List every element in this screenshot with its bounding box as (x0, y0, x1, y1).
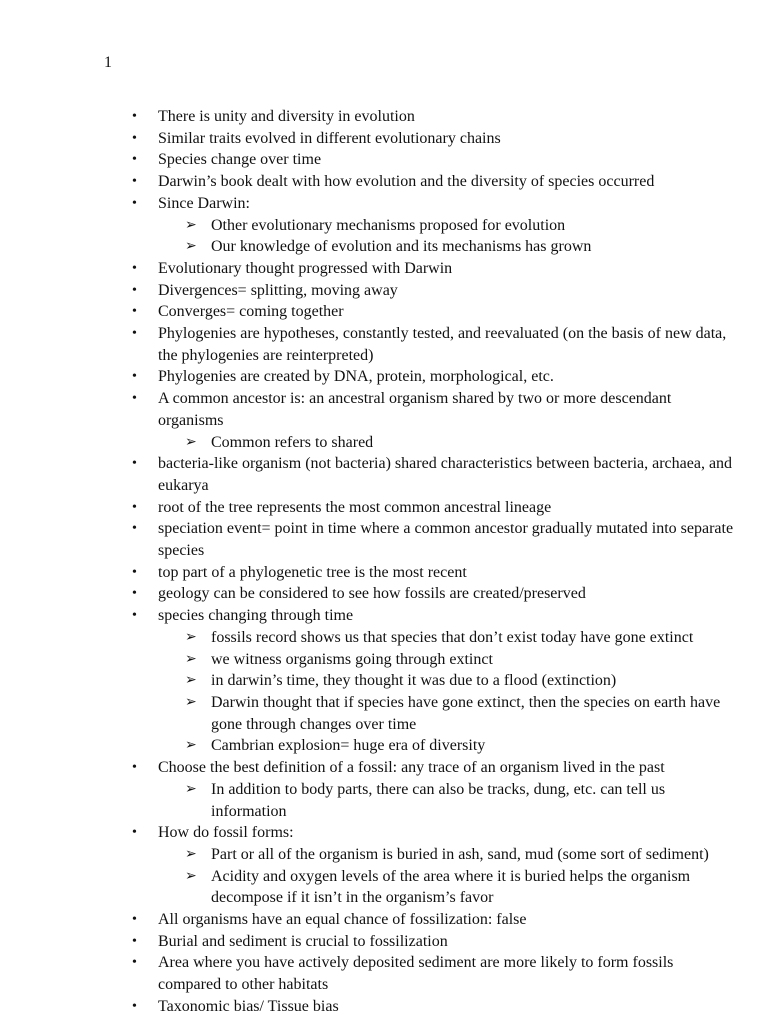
bullet-icon: • (132, 998, 137, 1014)
list-item-text: Area where you have actively deposited sediment are more likely to form fossils (158, 954, 674, 972)
list-item-text: Since Darwin: (158, 194, 250, 212)
bullet-icon: • (132, 282, 137, 298)
sub-list-item (0, 649, 784, 671)
list-item-text: the phylogenies are reinterpreted) (158, 346, 374, 364)
list-item-text: Taxonomic bias/ Tissue bias (158, 997, 339, 1015)
list-item (0, 583, 784, 605)
sub-list-item (0, 735, 784, 757)
list-item-text: fossils record shows us that species that don’t exist today have gone extinct (211, 628, 694, 646)
list-item (0, 410, 784, 432)
list-item-text: root of the tree represents the most common ancestral lineage (158, 498, 552, 516)
list-item-text: gone through changes over time (211, 715, 417, 733)
bullet-icon: • (132, 195, 137, 211)
notes-list (0, 106, 784, 1018)
list-item-text: How do fossil forms: (158, 824, 294, 842)
bullet-icon: • (132, 586, 137, 602)
list-item-text: Darwin thought that if species have gone extinct, then the species on earth have (211, 693, 721, 711)
arrow-bullet-icon: ➢ (185, 217, 197, 233)
bullet-icon: • (132, 608, 137, 624)
list-item-text: Converges= coming together (158, 303, 344, 321)
list-item-text: organisms (158, 411, 224, 429)
list-item-text: geology can be considered to see how fossils are created/preserved (158, 585, 586, 603)
list-item-text: Choose the best definition of a fossil: any trace of an organism lived in the past (158, 759, 665, 777)
arrow-bullet-icon: ➢ (185, 651, 197, 667)
arrow-bullet-icon: ➢ (185, 846, 197, 862)
list-item-text: Part or all of the organism is buried in ash, sand, mud (some sort of sediment) (211, 845, 709, 863)
bullet-icon: • (132, 521, 137, 537)
list-item-text: Divergences= splitting, moving away (158, 281, 398, 299)
bullet-icon: • (132, 825, 137, 841)
arrow-bullet-icon: ➢ (185, 694, 197, 710)
bullet-icon: • (132, 152, 137, 168)
list-item-text: A common ancestor is: an ancestral organism shared by two or more descendant (158, 390, 672, 408)
bullet-icon: • (132, 760, 137, 776)
list-item-text: Phylogenies are hypotheses, constantly tested, and reevaluated (on the basis of new data, (158, 325, 727, 343)
arrow-bullet-icon: ➢ (185, 629, 197, 645)
list-item (0, 301, 784, 323)
list-item-text: Acidity and oxygen levels of the area where it is buried helps the organism (211, 867, 691, 885)
bullet-icon: • (132, 391, 137, 407)
sub-list-item (0, 714, 784, 736)
sub-list-item (0, 844, 784, 866)
list-item (0, 453, 784, 475)
list-item (0, 518, 784, 540)
list-item-text: information (211, 802, 287, 820)
bullet-icon: • (132, 955, 137, 971)
list-item (0, 757, 784, 779)
list-item-text: Phylogenies are created by DNA, protein, morphological, etc. (158, 368, 554, 386)
list-item (0, 366, 784, 388)
list-item-text: Common refers to shared (211, 433, 374, 451)
list-item (0, 562, 784, 584)
bullet-icon: • (132, 174, 137, 190)
list-item (0, 193, 784, 215)
bullet-icon: • (132, 564, 137, 580)
list-item-text: Other evolutionary mechanisms proposed for evolution (211, 216, 566, 234)
list-item-text: bacteria-like organism (not bacteria) shared characteristics between bacteria, archaea, and (158, 455, 733, 473)
bullet-icon: • (132, 912, 137, 928)
list-item (0, 323, 784, 345)
bullet-icon: • (132, 130, 137, 146)
list-item (0, 952, 784, 974)
list-item (0, 149, 784, 171)
arrow-bullet-icon: ➢ (185, 738, 197, 754)
arrow-bullet-icon: ➢ (185, 781, 197, 797)
list-item-text: In addition to body parts, there can also be tracks, dung, etc. can tell us (211, 780, 666, 798)
page-number: 1 (104, 54, 112, 71)
list-item-text: species changing through time (158, 607, 354, 625)
list-item (0, 280, 784, 302)
list-item (0, 605, 784, 627)
arrow-bullet-icon: ➢ (185, 673, 197, 689)
list-item-text: There is unity and diversity in evolution (158, 108, 415, 125)
list-item (0, 388, 784, 410)
list-item-text: Darwin’s book dealt with how evolution and the diversity of species occurred (158, 173, 655, 191)
bullet-icon: • (132, 499, 137, 515)
sub-list-item (0, 432, 784, 454)
sub-list-item (0, 866, 784, 888)
list-item (0, 909, 784, 931)
list-item-text: decompose if it isn’t in the organism’s favor (211, 889, 494, 907)
list-item-text: Evolutionary thought progressed with Darwin (158, 259, 453, 277)
arrow-bullet-icon: ➢ (185, 868, 197, 884)
sub-list-item (0, 627, 784, 649)
bullet-icon: • (132, 260, 137, 276)
sub-list-item (0, 801, 784, 823)
list-item-text: Cambrian explosion= huge era of diversity (211, 737, 486, 755)
list-item (0, 996, 784, 1018)
list-item-text: Burial and sediment is crucial to fossilization (158, 932, 448, 950)
list-item-text: we witness organisms going through extinct (211, 650, 493, 668)
list-item-text: top part of a phylogenetic tree is the most recent (158, 563, 467, 581)
list-item-text: Our knowledge of evolution and its mechanisms has grown (211, 238, 592, 256)
list-item (0, 258, 784, 280)
arrow-bullet-icon: ➢ (185, 434, 197, 450)
list-item (0, 128, 784, 150)
sub-list-item (0, 670, 784, 692)
list-item (0, 540, 784, 562)
sub-list-item (0, 887, 784, 909)
list-item-text: Similar traits evolved in different evolutionary chains (158, 129, 501, 147)
list-item-text: species (158, 542, 205, 560)
list-item-text: in darwin’s time, they thought it was due to a flood (extinction) (211, 672, 617, 690)
bullet-icon: • (132, 456, 137, 472)
list-item-text: eukarya (158, 476, 209, 494)
bullet-icon: • (132, 933, 137, 949)
list-item-text: All organisms have an equal chance of fossilization: false (158, 911, 527, 929)
list-item (0, 171, 784, 193)
list-item-text: speciation event= point in time where a common ancestor gradually mutated into separate (158, 520, 734, 538)
sub-list-item (0, 692, 784, 714)
sub-list-item (0, 236, 784, 258)
bullet-icon: • (132, 109, 137, 124)
bullet-icon: • (132, 326, 137, 342)
list-item (0, 974, 784, 996)
list-item (0, 497, 784, 519)
bullet-icon: • (132, 304, 137, 320)
list-item-text: Species change over time (158, 151, 322, 169)
list-item-text: compared to other habitats (158, 976, 329, 994)
arrow-bullet-icon: ➢ (185, 239, 197, 255)
list-item (0, 822, 784, 844)
list-item (0, 106, 784, 128)
list-item (0, 931, 784, 953)
list-item (0, 475, 784, 497)
bullet-icon: • (132, 369, 137, 385)
sub-list-item (0, 215, 784, 237)
list-item (0, 345, 784, 367)
sub-list-item (0, 779, 784, 801)
